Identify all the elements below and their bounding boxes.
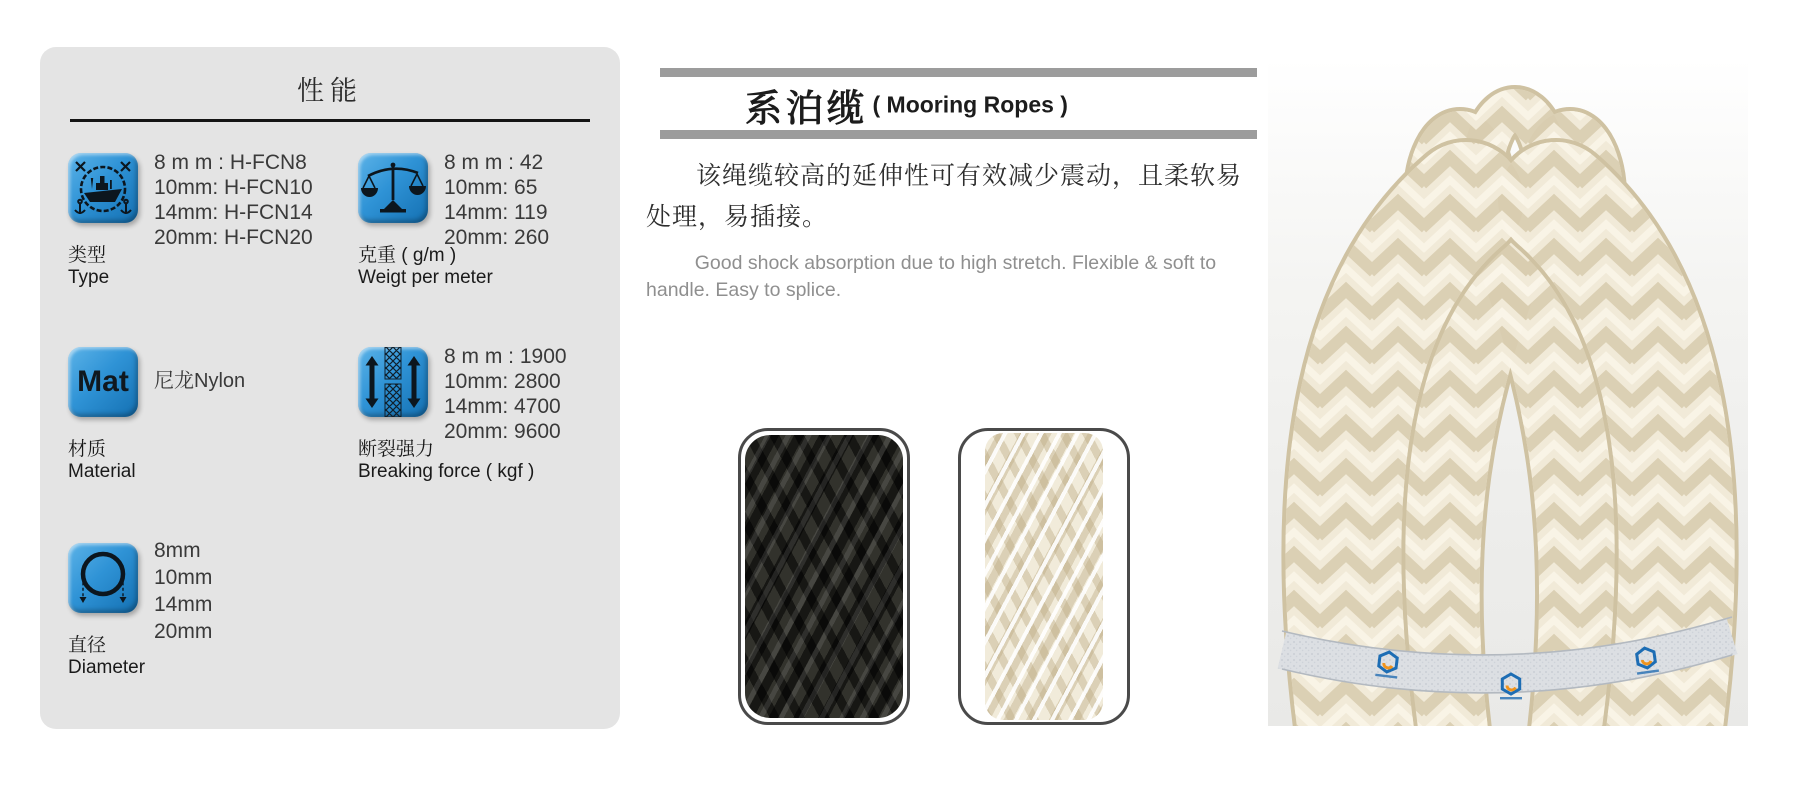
page-title (608, 78, 1205, 128)
panel-title: 性能 (297, 76, 363, 106)
spec-values (444, 150, 549, 250)
spec-item-diameter (68, 539, 338, 733)
description-en: Good shock absorption due to high stretch. Flexible & soft to handle. Easy to splice. (646, 252, 1217, 301)
spec-label-zh: 直径 (68, 635, 107, 656)
white-rope-image (985, 433, 1103, 720)
spec-values (154, 369, 245, 394)
spec-line: 20mm: H-FCN20 (154, 226, 313, 249)
spec-line: 14mm: H-FCN14 (154, 201, 313, 224)
title-divider-bottom (660, 130, 1257, 139)
spec-line: 20mm: 9600 (444, 420, 561, 443)
spec-line: 14mm (154, 593, 213, 616)
spec-label (68, 245, 109, 289)
spec-line: 14mm: 4700 (444, 395, 561, 418)
spec-label-en: Material (68, 461, 136, 482)
white-rope-swatch (958, 428, 1130, 725)
panel-title-underline (70, 119, 590, 122)
spec-label (358, 245, 493, 289)
spec-label (358, 439, 534, 483)
spec-line: 10mm (154, 566, 213, 589)
spec-label-zh: 断裂强力 (358, 439, 435, 460)
spec-label-en: Diameter (68, 657, 146, 678)
spec-values (154, 537, 212, 645)
spec-line: 尼龙Nylon (154, 370, 246, 392)
spec-label (68, 439, 136, 483)
spec-line: 8 m m : H-FCN8 (154, 151, 307, 174)
spec-item-type (68, 153, 338, 343)
spec-line: 20mm: 260 (444, 226, 550, 249)
ship-anchor-icon (68, 153, 138, 223)
stretch-arrows-icon (358, 347, 428, 417)
spec-item-weight (358, 153, 628, 343)
spec-line: 10mm: H-FCN10 (154, 176, 313, 199)
description-zh: 该绳缆较高的延伸性可有效减少震动，且柔软易处理，易插接。 (646, 162, 1243, 231)
spec-line: 8mm (154, 539, 201, 562)
spec-line: 8 m m : 42 (444, 151, 544, 174)
page-title-en: ( Mooring Ropes ) (872, 91, 1068, 118)
spec-label-en: Weigt per meter (358, 267, 493, 288)
spec-label-zh: 克重 ( g/m ) (358, 245, 457, 266)
black-rope-swatch (738, 428, 910, 725)
spec-label (68, 635, 145, 679)
diameter-circle-icon (68, 543, 138, 613)
spec-item-material (68, 347, 338, 537)
spec-line: 10mm: 65 (444, 176, 538, 199)
mooring-rope-photo (1268, 58, 1748, 726)
mat-icon-text: Mat (77, 365, 129, 398)
spec-line: 14mm: 119 (444, 201, 548, 224)
rope-photo-illustration (1268, 58, 1748, 726)
spec-line: 20mm (154, 620, 213, 643)
spec-values (444, 344, 567, 444)
spec-label-en: Breaking force ( kgf ) (358, 461, 535, 482)
title-divider-top (660, 68, 1257, 77)
spec-values (154, 150, 313, 250)
page-title-zh: 系泊缆 (745, 88, 869, 129)
spec-label-en: Type (68, 267, 110, 288)
spec-item-breaking-force (358, 347, 628, 537)
spec-label-zh: 材质 (68, 439, 107, 460)
spec-panel (40, 47, 620, 729)
spec-line: 10mm: 2800 (444, 370, 561, 393)
spec-line: 8 m m : 1900 (444, 345, 567, 368)
spec-label-zh: 类型 (68, 245, 107, 266)
black-rope-image (745, 435, 903, 718)
balance-scale-icon (358, 153, 428, 223)
mat-icon (68, 347, 138, 417)
